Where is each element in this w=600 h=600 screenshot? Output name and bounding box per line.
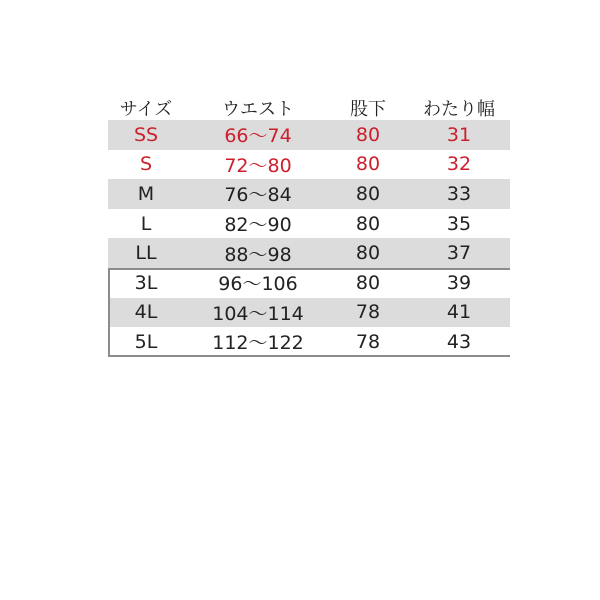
cell-thigh-width: 39 (446, 271, 472, 294)
cell-waist: 66〜74 (224, 125, 292, 148)
cell-thigh-width: 33 (446, 182, 472, 205)
table-row-ss (108, 120, 510, 150)
cell-inseam: 80 (355, 271, 381, 294)
cell-thigh-width: 41 (446, 301, 472, 324)
cell-waist: 72〜80 (224, 154, 292, 177)
table-row-4l (108, 298, 510, 328)
table-row-s (108, 150, 510, 180)
cell-waist: 112〜122 (212, 332, 304, 355)
cell-thigh-width: 35 (446, 212, 472, 235)
header-size: サイズ (119, 99, 173, 120)
cell-inseam: 80 (355, 153, 381, 176)
cell-inseam: 78 (355, 330, 381, 353)
cell-inseam: 80 (355, 123, 381, 146)
table-row-m (108, 179, 510, 209)
cell-size: S (139, 153, 153, 176)
table-row-ll (108, 238, 510, 268)
cell-size: L (140, 212, 152, 235)
cell-thigh-width: 32 (446, 153, 472, 176)
table-header-row (108, 92, 510, 120)
cell-inseam: 80 (355, 212, 381, 235)
table-row-l (108, 209, 510, 239)
cell-size: 5L (134, 330, 158, 353)
cell-thigh-width: 37 (446, 242, 472, 265)
header-waist: ウエスト (222, 99, 294, 120)
size-chart-table (108, 92, 510, 357)
cell-waist: 88〜98 (224, 243, 292, 266)
header-inseam: 股下 (350, 99, 386, 120)
table-row-5l (108, 327, 510, 357)
cell-size: SS (133, 123, 159, 146)
cell-size: LL (135, 242, 157, 265)
cell-size: 3L (134, 271, 158, 294)
cell-thigh-width: 31 (446, 123, 472, 146)
cell-size: 4L (134, 301, 158, 324)
cell-waist: 76〜84 (224, 184, 292, 207)
cell-size: M (137, 182, 155, 205)
cell-waist: 96〜106 (218, 273, 298, 296)
cell-inseam: 78 (355, 301, 381, 324)
cell-waist: 104〜114 (212, 302, 304, 325)
header-thigh-width: わたり幅 (423, 99, 495, 120)
cell-waist: 82〜90 (224, 214, 292, 237)
cell-thigh-width: 43 (446, 330, 472, 353)
cell-inseam: 80 (355, 242, 381, 265)
cell-inseam: 80 (355, 182, 381, 205)
table-row-3l (108, 268, 510, 298)
